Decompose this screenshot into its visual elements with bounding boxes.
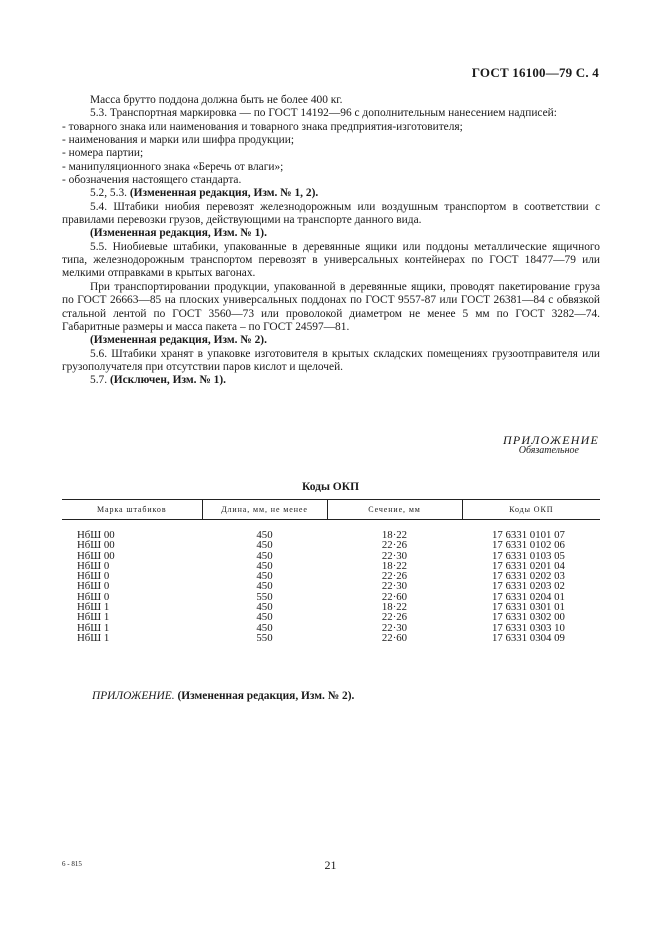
column-header: Сечение, мм bbox=[327, 500, 462, 520]
revision-note: (Измененная редакция, Изм. № 2). bbox=[177, 690, 355, 702]
okp-code-cell: 17 6331 0303 10 bbox=[492, 621, 565, 634]
length-cell: 450 bbox=[256, 601, 273, 614]
table-title: Коды ОКП bbox=[301, 481, 360, 493]
list-item bbox=[62, 174, 600, 187]
okp-code-cell: 17 6331 0204 01 bbox=[492, 590, 565, 603]
print-code: 6 - 815 bbox=[62, 860, 82, 868]
paragraph-text: - обозначения настоящего стандарта. bbox=[62, 174, 242, 187]
section-cell: 18·22 bbox=[381, 601, 408, 614]
grade-cell: НбШ 1 bbox=[77, 611, 110, 624]
list-item bbox=[62, 134, 600, 147]
paragraph bbox=[62, 201, 600, 228]
section-cell: 18·22 bbox=[381, 529, 408, 541]
section-cell: 18·22 bbox=[381, 559, 408, 572]
section-cell: 22·26 bbox=[381, 570, 408, 583]
paragraph bbox=[62, 227, 600, 240]
paragraph-text: - наименования и марки или шифра продукции; bbox=[62, 134, 295, 147]
column-header: Коды ОКП bbox=[462, 500, 600, 520]
section-cell: 22·30 bbox=[381, 549, 408, 562]
section-cell: 22·26 bbox=[381, 611, 408, 624]
paragraph-text: 5.7. bbox=[90, 374, 110, 387]
grade-cell: НбШ 00 bbox=[77, 539, 115, 552]
grade-cell: НбШ 0 bbox=[77, 570, 110, 583]
section-cell: 22·60 bbox=[381, 590, 408, 603]
okp-codes-table bbox=[62, 499, 600, 643]
page-header: ГОСТ 16100—79 С. 4 bbox=[471, 65, 599, 80]
paragraph-text: - номера партии; bbox=[62, 147, 144, 160]
paragraph bbox=[62, 241, 600, 281]
paragraph-text: 5.6. Штабики хранят в упаковке изготовителя в крытых складских помещениях грузоотправителя или грузополучателя при отсутствии паров кислот и щелочей. bbox=[62, 347, 600, 373]
annex-subtitle: Обязательное bbox=[518, 445, 579, 456]
grade-cell: НбШ 0 bbox=[77, 559, 110, 572]
length-cell: 550 bbox=[256, 590, 273, 603]
table-row bbox=[62, 520, 600, 541]
length-cell: 450 bbox=[256, 621, 273, 634]
list-item bbox=[62, 147, 600, 160]
section-cell: 22·26 bbox=[381, 539, 408, 552]
okp-code-cell: 17 6331 0103 05 bbox=[492, 549, 565, 562]
paragraph bbox=[62, 107, 600, 120]
okp-code-cell: 17 6331 0301 01 bbox=[492, 601, 565, 614]
column-header: Длина, мм, не менее bbox=[202, 500, 327, 520]
okp-code-cell: 17 6331 0203 02 bbox=[492, 580, 565, 593]
grade-cell: НбШ 1 bbox=[77, 631, 110, 644]
list-item bbox=[62, 121, 600, 134]
annex-title: ПРИЛОЖЕНИЕ bbox=[503, 433, 599, 447]
okp-code-cell: 17 6331 0202 03 bbox=[492, 570, 565, 583]
grade-cell: НбШ 1 bbox=[77, 621, 110, 634]
section-5-text bbox=[62, 94, 600, 388]
paragraph bbox=[62, 374, 600, 387]
grade-cell: НбШ 0 bbox=[77, 580, 110, 593]
length-cell: 450 bbox=[256, 539, 273, 552]
paragraph bbox=[62, 94, 600, 107]
grade-cell: НбШ 00 bbox=[77, 529, 115, 541]
length-cell: 550 bbox=[256, 631, 273, 644]
annex-label: ПРИЛОЖЕНИЕ. bbox=[92, 690, 175, 702]
section-cell: 22·30 bbox=[381, 580, 408, 593]
paragraph-text: 5.4. Штабики ниобия перевозят железнодорожным или воздушным транспортом в соответствии с правилами перевозки грузов, действующими на транспорте данного вида. bbox=[62, 200, 600, 227]
section-cell: 22·30 bbox=[381, 621, 408, 634]
length-cell: 450 bbox=[256, 529, 273, 541]
section-cell: 22·60 bbox=[381, 631, 408, 644]
paragraph-text: 5.5. Ниобиевые штабики, упакованные в деревянные ящики или поддоны металлические ящичного типа, железнодорожным транспортом перевозят в универсальных контейнерах по ГОСТ 18477—79 или мелкими отправками в крытых вагонах. bbox=[62, 240, 600, 280]
grade-cell: НбШ 1 bbox=[77, 601, 110, 614]
revision-note: (Измененная редакция, Изм. № 2). bbox=[90, 334, 267, 347]
okp-code-cell: 17 6331 0304 09 bbox=[492, 631, 565, 644]
length-cell: 450 bbox=[256, 611, 273, 624]
revision-note: (Измененная редакция, Изм. № 1). bbox=[90, 227, 267, 240]
table-header-row bbox=[62, 500, 600, 520]
paragraph-text: - манипуляционного знака «Беречь от влаги»; bbox=[62, 160, 284, 173]
page-number: 21 bbox=[324, 858, 337, 872]
okp-code-cell: 17 6331 0101 07 bbox=[492, 529, 565, 541]
okp-code-cell: 17 6331 0201 04 bbox=[492, 559, 565, 572]
paragraph bbox=[62, 334, 600, 347]
grade-cell: НбШ 0 bbox=[77, 590, 110, 603]
paragraph bbox=[62, 187, 600, 200]
length-cell: 450 bbox=[256, 549, 273, 562]
paragraph-text: - товарного знака или наименования и товарного знака предприятия-изготовителя; bbox=[62, 120, 463, 133]
revision-note: (Измененная редакция, Изм. № 1, 2). bbox=[129, 187, 319, 200]
paragraph bbox=[62, 281, 600, 334]
list-item bbox=[62, 161, 600, 174]
paragraph-text: 5.3. Транспортная маркировка — по ГОСТ 14192—96 с дополнительным нанесением надписей: bbox=[90, 107, 557, 120]
paragraph-text: Масса брутто поддона должна быть не более 400 кг. bbox=[90, 94, 343, 106]
okp-code-cell: 17 6331 0102 06 bbox=[492, 539, 565, 552]
annex-revision-note bbox=[92, 690, 354, 702]
length-cell: 450 bbox=[256, 559, 273, 572]
length-cell: 450 bbox=[256, 580, 273, 593]
length-cell: 450 bbox=[256, 570, 273, 583]
paragraph-text: При транспортировании продукции, упакованной в деревянные ящики, проводят пакетирование груза по ГОСТ 26663—85 на плоских универсальных поддонах по ГОСТ 9557-87 или ГОСТ 26381—84 с обвязкой стальной лентой по ГОСТ 3560—73 или проволокой диаметром не менее 5 мм по ГОСТ 3282—74. Габаритные размеры и масса пакета – по ГОСТ 24597—81. bbox=[62, 280, 600, 333]
paragraph bbox=[62, 348, 600, 375]
grade-cell: НбШ 00 bbox=[77, 549, 115, 562]
column-header: Марка штабиков bbox=[62, 500, 202, 520]
revision-note: (Исключен, Изм. № 1). bbox=[109, 374, 226, 387]
paragraph-text: 5.2, 5.3. bbox=[90, 187, 130, 200]
okp-code-cell: 17 6331 0302 00 bbox=[492, 611, 565, 624]
table-row bbox=[62, 633, 600, 643]
